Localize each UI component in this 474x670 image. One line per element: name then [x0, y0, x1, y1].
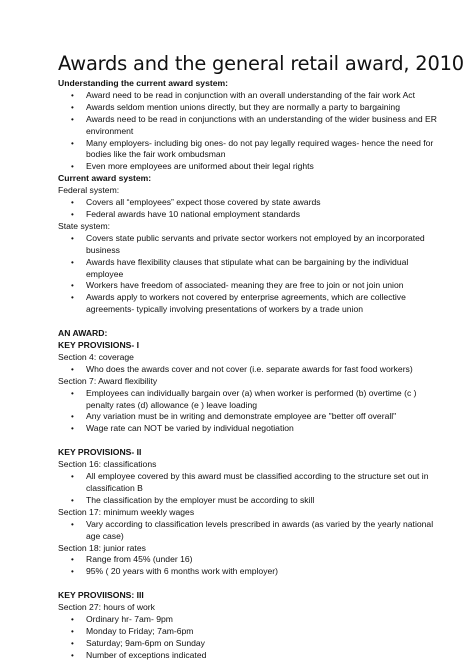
list-item: • Number of exceptions indicated: [71, 649, 207, 660]
bullet-icon: •: [71, 209, 74, 219]
list-item: • Many employers- including big ones- do not pay legally required wages- hence the need for bodies like the fair work ombudsman: [71, 137, 434, 160]
list-item: • Awards have flexibility clauses that stipulate what can be bargaining by the individual employee: [71, 256, 409, 279]
bullet-icon: •: [71, 567, 74, 577]
list-item: • Awards seldom mention unions directly, but they are normally a party to bargaining: [71, 101, 400, 112]
spacer: [58, 578, 434, 590]
section-17-label: Section 17: minimum weekly wages: [58, 506, 195, 517]
section-27-label: Section 27: hours of work: [58, 602, 155, 613]
list-item: • Who does the awards cover and not cover (i.e. separate awards for fast food workers): [71, 363, 413, 374]
bullet-icon: •: [71, 138, 74, 148]
bullet-icon: •: [71, 281, 74, 291]
list-item: • Covers all “employees” expect those covered by state awards: [71, 197, 321, 208]
list-item: • All employee covered by this award must be classified according to the structure set out in classification B: [71, 471, 429, 493]
list-item: • Employees can individually bargain over (a) when worker is performed (b) overtime (c ) penalty rates (d) allowance (e ) leave loading: [71, 387, 417, 410]
bullet-list-section-27: [58, 614, 434, 662]
section-7-label: Section 7: Award flexibility: [58, 375, 158, 386]
bullet-icon: •: [71, 412, 74, 422]
list-item: • The classification by the employer must be according to skill: [71, 494, 315, 505]
bullet-list-section-17: [58, 519, 434, 543]
bullet-icon: •: [71, 519, 74, 529]
section-heading-current-award: Current award system:: [58, 173, 152, 184]
federal-system-label: Federal system:: [58, 185, 120, 196]
bullet-list-state: [58, 233, 434, 316]
spacer: [58, 435, 434, 447]
bullet-icon: •: [71, 90, 74, 100]
bullet-list-understanding: [58, 89, 437, 173]
bullet-icon: •: [71, 388, 74, 398]
section-heading-key-provisions-3: KEY PROVIISONS: III: [58, 590, 144, 601]
list-item: • Federal awards have 10 national employment standards: [71, 208, 301, 219]
section-heading-understanding: Understanding the current award system:: [58, 78, 229, 88]
bullet-icon: •: [71, 364, 74, 374]
list-item: • Saturday; 9am-6pm on Sunday: [71, 637, 205, 648]
section-4-label: Section 4: coverage: [58, 351, 134, 362]
state-system-label: State system:: [58, 220, 111, 231]
bullet-list-section-4: [58, 364, 434, 376]
bullet-icon: •: [71, 626, 74, 636]
bullet-icon: •: [71, 495, 74, 505]
list-item: • Awards need to be read in conjunctions with an understanding of the wider business and ER environment: [71, 113, 437, 136]
bullet-icon: •: [71, 114, 74, 124]
list-item: • Award need to be read in conjunction with an overall understanding of the fair work Act: [71, 89, 415, 100]
section-18-label: Section 18: junior rates: [58, 542, 146, 553]
bullet-icon: •: [71, 257, 74, 267]
bullet-icon: •: [71, 615, 74, 625]
list-item: • Any variation must be in writing and demonstrate employee are "better off overall": [71, 411, 397, 422]
bullet-icon: •: [71, 472, 74, 482]
list-item: • Even more employees are uniformed about their legal rights: [71, 161, 314, 172]
list-item: • Ordinary hr- 7am- 9pm: [71, 614, 173, 625]
bullet-list-section-18: [58, 554, 434, 578]
bullet-list-section-7: [58, 388, 434, 436]
section-heading-key-provisions-2: KEY PROVISIONS- II: [58, 447, 142, 458]
bullet-icon: •: [71, 650, 74, 660]
list-item: • Covers state public servants and private sector workers not employed by an incorporated business: [71, 232, 425, 255]
bullet-icon: •: [71, 102, 74, 112]
bullet-list-section-16: [58, 471, 434, 507]
bullet-icon: •: [71, 233, 74, 243]
list-item: • Awards apply to workers not covered by enterprise agreements, which are collective agreements- typically involving presentations of workers by a trade union: [71, 292, 406, 315]
bullet-list-federal: [58, 197, 434, 221]
section-16-label: Section 16: classifications: [58, 459, 157, 470]
list-item: • Vary according to classification levels prescribed in awards (as varied by the yearly national age case): [71, 518, 434, 541]
bullet-icon: •: [71, 162, 74, 172]
section-heading-an-award: AN AWARD:: [58, 328, 108, 339]
list-item: • Monday to Friday; 7am-6pm: [71, 625, 194, 636]
list-item: • 95% ( 20 years with 6 months work with employer): [71, 566, 278, 577]
document-title: Awards and the general retail award, 2010: [58, 52, 464, 75]
bullet-icon: •: [71, 424, 74, 434]
spacer: [58, 316, 434, 328]
list-item: • Wage rate can NOT be varied by individual negotiation: [71, 423, 294, 434]
list-item: • Workers have freedom of associated- meaning they are free to join or not join union: [71, 280, 404, 291]
section-heading-key-provisions-1: KEY PROVISIONS- I: [58, 340, 140, 351]
bullet-icon: •: [71, 293, 74, 303]
bullet-icon: •: [71, 198, 74, 208]
list-item: • Range from 45% (under 16): [71, 554, 193, 565]
bullet-icon: •: [71, 638, 74, 648]
bullet-icon: •: [71, 555, 74, 565]
